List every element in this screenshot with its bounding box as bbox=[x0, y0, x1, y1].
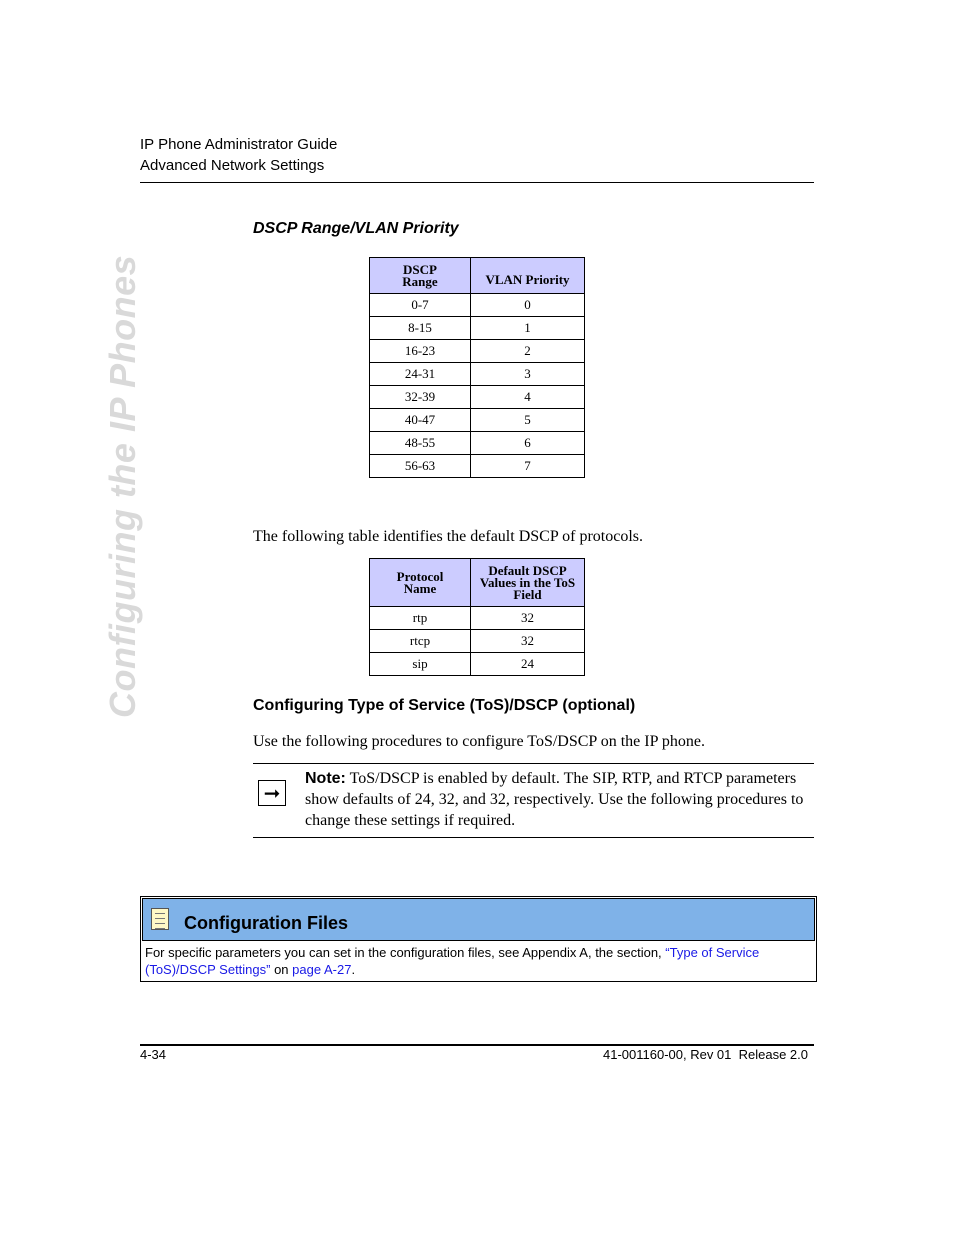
note-text: ToS/DSCP is enabled by default. The SIP, RTP, and RTCP parameters show defaults of 24, 32, and 32, respectively. Use the following procedures to change these settings if required. bbox=[305, 770, 804, 829]
footer-rule bbox=[140, 1044, 814, 1046]
note-block bbox=[305, 768, 805, 831]
config-files-text bbox=[145, 944, 813, 978]
notepad-icon bbox=[151, 908, 169, 930]
table-cell: rtp bbox=[370, 607, 471, 630]
dscp-vlan-table bbox=[369, 257, 585, 478]
table-cell: 6 bbox=[471, 432, 585, 455]
header-guide-title: IP Phone Administrator Guide bbox=[140, 136, 338, 153]
table-cell: 0 bbox=[471, 294, 585, 317]
table-cell: rtcp bbox=[370, 630, 471, 653]
table-cell: 56-63 bbox=[370, 455, 471, 478]
page-number: 4-34 bbox=[140, 1047, 167, 1062]
table-row bbox=[370, 340, 585, 363]
config-text-start: For specific parameters you can set in the configuration files, see Appendix A, the section, bbox=[145, 945, 666, 960]
config-files-title: Configuration Files bbox=[184, 913, 348, 933]
table-cell: 40-47 bbox=[370, 409, 471, 432]
vlan-priority-header: VLAN Priority bbox=[471, 258, 585, 294]
table-cell: 32 bbox=[471, 630, 585, 653]
header-rule bbox=[140, 182, 814, 183]
table-row bbox=[370, 630, 585, 653]
header-section-title: Advanced Network Settings bbox=[140, 157, 325, 174]
arrow-right-icon: ➞ bbox=[258, 780, 286, 806]
default-dscp-header: Default DSCP Values in the ToS Field bbox=[471, 559, 585, 607]
table-row bbox=[370, 386, 585, 409]
table-row bbox=[370, 432, 585, 455]
table-cell: 48-55 bbox=[370, 432, 471, 455]
table-cell: 2 bbox=[471, 340, 585, 363]
table-cell: 16-23 bbox=[370, 340, 471, 363]
table-cell: sip bbox=[370, 653, 471, 676]
note-bottom-rule bbox=[253, 837, 814, 838]
doc-id: 41-001160-00, Rev 01 Release 2.0 bbox=[602, 1047, 808, 1062]
table-row bbox=[370, 607, 585, 630]
table-row bbox=[370, 363, 585, 386]
protocol-dscp-table bbox=[369, 558, 585, 676]
table-cell: 3 bbox=[471, 363, 585, 386]
table-cell: 4 bbox=[471, 386, 585, 409]
table-row bbox=[370, 653, 585, 676]
table-row bbox=[370, 455, 585, 478]
table-cell: 32-39 bbox=[370, 386, 471, 409]
protocol-intro: The following table identifies the default DSCP of protocols. bbox=[253, 528, 643, 545]
table-cell: 32 bbox=[471, 607, 585, 630]
note-label: Note: bbox=[305, 770, 346, 787]
tos-heading: Configuring Type of Service (ToS)/DSCP (optional) bbox=[253, 697, 636, 714]
config-text-end: . bbox=[351, 962, 356, 977]
protocol-name-header: Protocol Name bbox=[370, 559, 471, 607]
dscp-range-header: DSCP Range bbox=[370, 258, 471, 294]
note-top-rule bbox=[253, 763, 814, 764]
config-text-mid: on bbox=[270, 962, 293, 977]
table-cell: 5 bbox=[471, 409, 585, 432]
table-row bbox=[370, 409, 585, 432]
table-cell: 7 bbox=[471, 455, 585, 478]
table-row bbox=[370, 294, 585, 317]
side-chapter-title: Configuring the IP Phones bbox=[102, 254, 143, 718]
table-cell: 24 bbox=[471, 653, 585, 676]
dscp-heading: DSCP Range/VLAN Priority bbox=[253, 220, 459, 237]
table-cell: 8-15 bbox=[370, 317, 471, 340]
table-cell: 24-31 bbox=[370, 363, 471, 386]
page-a27-link[interactable]: page A-27 bbox=[292, 962, 352, 977]
table-row bbox=[370, 317, 585, 340]
table-cell: 1 bbox=[471, 317, 585, 340]
tos-dscp-settings-link[interactable]: “Type of Service (ToS)/DSCP Settings” bbox=[145, 945, 760, 977]
table-cell: 0-7 bbox=[370, 294, 471, 317]
tos-intro: Use the following procedures to configure ToS/DSCP on the IP phone. bbox=[253, 733, 706, 750]
